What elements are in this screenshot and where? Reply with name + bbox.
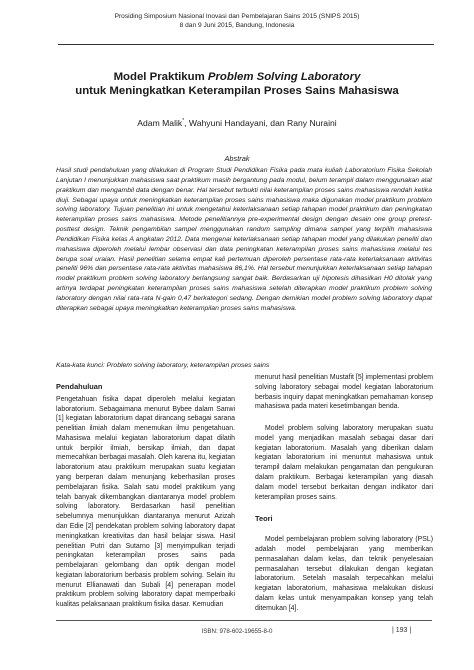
header-divider [58, 44, 434, 45]
running-header [0, 12, 474, 30]
corresponding-author-mark: * [182, 118, 185, 125]
abstract-text: Hasil studi pendahuluan yang dilakukan di Program Studi Pendidikan Fisika pada mata kuliah Laboratorium Fisika Sekolah Lanjutan I menunjukkan mahasiswa saat praktikum masih bergantung pada modul, belum terampil dalam menggunakan alat praktikum dan mengambil data dengan benar. Hal tersebut terbukti nilai keterampilan proses sains mahasiswa rendah ketika diuji. Sebagai upaya untuk meningkatkan keterampilan proses sains mahasiswa maka digunakan model praktikum problem solving laboratory. Tujuan penelitian ini untuk mengetahui keterlaksanaan setiap tahapan model praktikum dan peningkatan keterampilan proses sains mahasiswa. Metode penelitiannya pre-experimental design dengan desain one group pretest-posttest design. Teknik pengambilan sampel menggunakan random sampling dimana sampel yang terpilih mahasiswa Pendidikan Fisika kelas A angkatan 2012. Data mengenai keterlaksanaan setiap tahapan model yang dilakukan peneliti dan mahasiswa diperoleh melalui lembar observasi dan data peningkatan keterampilan proses sains mahasiswa melalui tes berupa soal uraian. Hasil penelitian selama empat kali pertemuan diperoleh persentase rata-rata keterlaksanaan aktivitas peneliti 96% dan persentase rata-rata aktivitas mahasiswa 86,1%. Hal tersebut menunjukkan keterlaksanaan setiap tahapan model praktikum problem solving laboratory berlangsung sangat baik. Berdasarkan uji hipotesis dihasilkan H0 ditolak yang artinya terdapat peningkatan keterampilan proses sains mahasiswa setelah diterapkan model praktikum problem solving laboratory dengan nilai rata-rata N-gain 0,47 berkategori sedang. Dengan demikian model problem solving laboratory dapat diterapkan sebagai upaya meningkatkan keterampilan proses sains mahasiswa. [56, 167, 432, 312]
intro-paragraph: Pengetahuan fisika dapat diperoleh melalui kegiatan laboratorium. Sebagaimana menurut Bybee dalam Sanwi [1] kegiatan laboratorium dapat dirancang sebagai sarana penelitian ilmiah dalam menemukan ilmu pengetahuan. Mahasiswa melalui kegiatan laboratorium dapat dilatih untuk berpikir ilmiah, bersikap ilmiah, dan dapat memecahkan berbagai masalah. Oleh karena itu, kegiatan laboratorium atau praktikum merupakan suatu kegiatan yang berperan dalam menunjang keberhasilan proses pembelajaran fisika. Salah satu model praktikum yang telah banyak dikembangkan diantaranya model problem solving laboratory. Berdasarkan hasil penelitian sebelumnya menunjukkan diantaranya menurut Azizah dan Edie [2] pendekatan problem solving laboratory dapat meningkatkan kreativitas dan hasil belajar siswa. Hasil penelitian Putri dan Sutarno [3] menyimpulkan terjadi peningkatan keterampilan proses sains pada pembelajaran gelombang dan optik dengan model kegiatan laboratorium berbasis problem solving. Selain itu menurut Ellianawati dan Subali [4] penerapan model praktikum problem solving laboratory dapat memperbaiki kualitas pelaksanaan praktikum fisika dasar. Kemudian [56, 395, 235, 609]
psl-model-paragraph: Model problem solving laboratory merupakan suatu model yang menjadikan masalah sebagai dasar dari kegiatan laboratorium. Masalah yang diberikan dalam kegiatan laboratorium ini menuntut mahasiswa untuk terampil dalam melakukan pengamatan dan pengukuran dalam praktikum. Berbagai keterampilan yang diasah dalam model tersebut berkaitan dengan indikator dari keterampilan proses sains. [255, 425, 433, 501]
isbn: ISBN: 978-602-19655-8-0 [201, 628, 273, 635]
title-line-2: untuk Meningkatkan Keterampilan Proses Sains Mahasiswa [75, 85, 399, 97]
footer-divider [56, 620, 432, 621]
right-column [255, 373, 433, 613]
keywords: Kata-kata kunci: Problem solving laboratory, keterampilan proses sains [56, 362, 270, 369]
title-line-1: Model Praktikum Problem Solving Laboratory [113, 71, 361, 83]
left-column [56, 382, 235, 610]
proceedings-title: Prosiding Simposium Nasional Inovasi dan Pembelajaran Sains 2015 (SNIPS 2015) [114, 13, 360, 20]
page-number: | 193 | [392, 627, 412, 634]
proceedings-date-place: 8 dan 9 Juni 2015, Bandung, Indonesia [179, 22, 295, 29]
intro-paragraph-continued: menurut hasil penelitian Mustafit [5] implementasi problem solving laboratory sebagai model kegiatan laboratorium berbasis inquiry dapat meningkatkan pemahaman konsep mahasiswa pada materi kesetimbangan benda. [255, 374, 433, 411]
author-list: Adam Malik*, Wahyuni Handayani, dan Rany Nuraini [137, 118, 337, 128]
paper-title [40, 70, 434, 98]
section-heading-pendahuluan: Pendahuluan [56, 382, 103, 391]
theory-paragraph: Model pembelajaran problem solving laboratory (PSL) adalah model pembelajaran yang memberikan permasalahan dalam kelas, dan teknik penyelesaian permasalahan tersebut dilakukan dengan kegiatan laboratorium. Setelah masalah terpecahkan melalui kegiatan laboratorium, mahasiswa melakukan diskusi dalam kelas untuk menyampaikan konsep yang telah ditemukan [4]. [255, 536, 433, 612]
section-heading-teori: Teori [255, 514, 273, 524]
abstract-heading: Abstrak [224, 154, 250, 163]
